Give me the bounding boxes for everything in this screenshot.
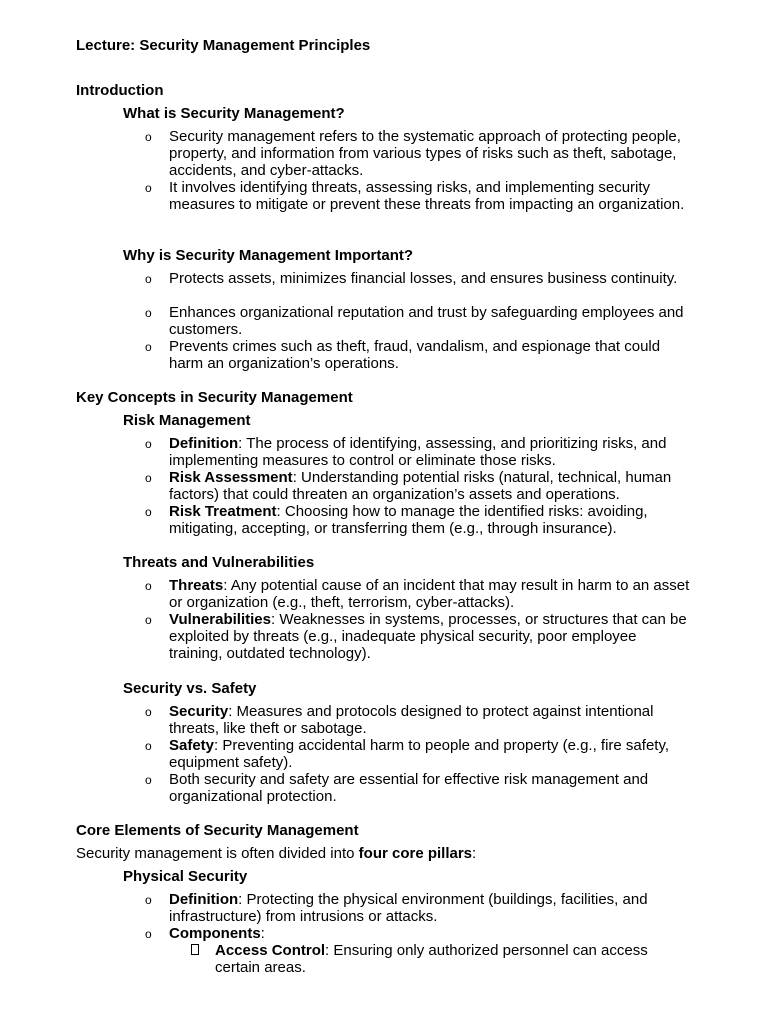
list-item bbox=[145, 503, 694, 537]
list-item-text: Prevents crimes such as theft, fraud, vandalism, and espionage that could harm an organization’s operations. bbox=[169, 338, 661, 372]
bullet-marker: o bbox=[145, 471, 152, 485]
section-heading-introduction: Introduction bbox=[76, 82, 164, 99]
list-item-text: Security management refers to the systematic approach of protecting people, property, and information from various types of risks such as theft, sabotage, accidents, and cyber-attacks. bbox=[169, 128, 681, 179]
section-heading-core-elements: Core Elements of Security Management bbox=[76, 822, 359, 839]
subheading-threats-vulnerabilities: Threats and Vulnerabilities bbox=[123, 554, 315, 571]
list-item bbox=[145, 925, 694, 942]
list-item bbox=[145, 737, 694, 771]
intro-text: Security management is often divided into bbox=[76, 845, 359, 862]
bullet-marker: o bbox=[145, 773, 152, 787]
term-label: Definition bbox=[169, 435, 239, 452]
document-title: Lecture: Security Management Principles bbox=[76, 37, 371, 54]
list-item bbox=[145, 128, 694, 179]
bullet-marker: o bbox=[145, 130, 152, 144]
intro-suffix: : bbox=[472, 845, 477, 862]
square-bullet-icon bbox=[191, 944, 199, 955]
subheading-why-important: Why is Security Management Important? bbox=[123, 247, 414, 264]
list-item-text: Protects assets, minimizes financial losses, and ensures business continuity. bbox=[169, 270, 678, 287]
term-label: Definition bbox=[169, 891, 239, 908]
core-elements-intro bbox=[76, 845, 476, 862]
subheading-risk-management: Risk Management bbox=[123, 412, 251, 429]
list-item-text: : bbox=[260, 925, 265, 942]
list-item-text: : Weaknesses in systems, processes, or structures that can be exploited by threats (e.g., inadequate physical security, poor employee training, outdated technology). bbox=[169, 611, 687, 662]
sub-list-item bbox=[215, 942, 695, 976]
term-label: Security bbox=[169, 703, 229, 720]
bullet-marker: o bbox=[145, 927, 152, 941]
list-item-text: : Protecting the physical environment (buildings, facilities, and infrastructure) from intrusions or attacks. bbox=[169, 891, 648, 925]
bullet-marker: o bbox=[145, 893, 152, 907]
list-item-text: : Understanding potential risks (natural, technical, human factors) that could threaten an organization’s assets and operations. bbox=[169, 469, 672, 503]
term-label: Risk Treatment bbox=[169, 503, 277, 520]
list-item-text: : The process of identifying, assessing, and prioritizing risks, and implementing measures to control or eliminate those risks. bbox=[169, 435, 667, 469]
intro-bold-text: four core pillars bbox=[358, 845, 473, 862]
bullet-marker: o bbox=[145, 739, 152, 753]
bullet-marker: o bbox=[145, 272, 152, 286]
list-item bbox=[145, 304, 694, 338]
list-item bbox=[145, 179, 694, 213]
term-label: Vulnerabilities bbox=[169, 611, 271, 628]
term-label: Safety bbox=[169, 737, 215, 754]
bullet-marker: o bbox=[145, 579, 152, 593]
bullet-marker: o bbox=[145, 613, 152, 627]
list-item-text: : Measures and protocols designed to protect against intentional threats, like theft or sabotage. bbox=[169, 703, 654, 737]
list-item bbox=[145, 577, 694, 611]
list-item-text: : Any potential cause of an incident that may result in harm to an asset or organization (e.g., theft, terrorism, cyber-attacks). bbox=[169, 577, 690, 611]
list-item-text: : Ensuring only authorized personnel can access certain areas. bbox=[215, 942, 648, 976]
list-item bbox=[145, 891, 694, 925]
subheading-what-is-security-management: What is Security Management? bbox=[123, 105, 345, 122]
bullet-marker: o bbox=[145, 340, 152, 354]
bullet-marker: o bbox=[145, 437, 152, 451]
bullet-marker: o bbox=[145, 306, 152, 320]
list-item bbox=[145, 338, 694, 372]
bullet-marker: o bbox=[145, 505, 152, 519]
term-label: Risk Assessment bbox=[169, 469, 293, 486]
term-label: Access Control bbox=[215, 942, 326, 959]
bullet-marker: o bbox=[145, 705, 152, 719]
list-item-text: It involves identifying threats, assessing risks, and implementing security measures to mitigate or prevent these threats from impacting an organization. bbox=[169, 179, 685, 213]
term-label: Threats bbox=[169, 577, 224, 594]
list-item bbox=[145, 703, 694, 737]
bullet-marker: o bbox=[145, 181, 152, 195]
list-item-text: : Choosing how to manage the identified risks: avoiding, mitigating, accepting, or transferring them (e.g., through insurance). bbox=[169, 503, 648, 537]
subheading-physical-security: Physical Security bbox=[123, 868, 248, 885]
list-item-text: Both security and safety are essential for effective risk management and organizational protection. bbox=[169, 771, 649, 805]
list-item bbox=[145, 771, 694, 805]
list-item-text: Enhances organizational reputation and trust by safeguarding employees and customers. bbox=[169, 304, 684, 338]
term-label: Components bbox=[169, 925, 261, 942]
list-item bbox=[145, 270, 694, 287]
list-item bbox=[145, 435, 694, 469]
list-item-text: : Preventing accidental harm to people and property (e.g., fire safety, equipment safety). bbox=[169, 737, 670, 771]
section-heading-key-concepts: Key Concepts in Security Management bbox=[76, 389, 353, 406]
list-item bbox=[145, 469, 694, 503]
list-item bbox=[145, 611, 694, 662]
subheading-security-vs-safety: Security vs. Safety bbox=[123, 680, 257, 697]
